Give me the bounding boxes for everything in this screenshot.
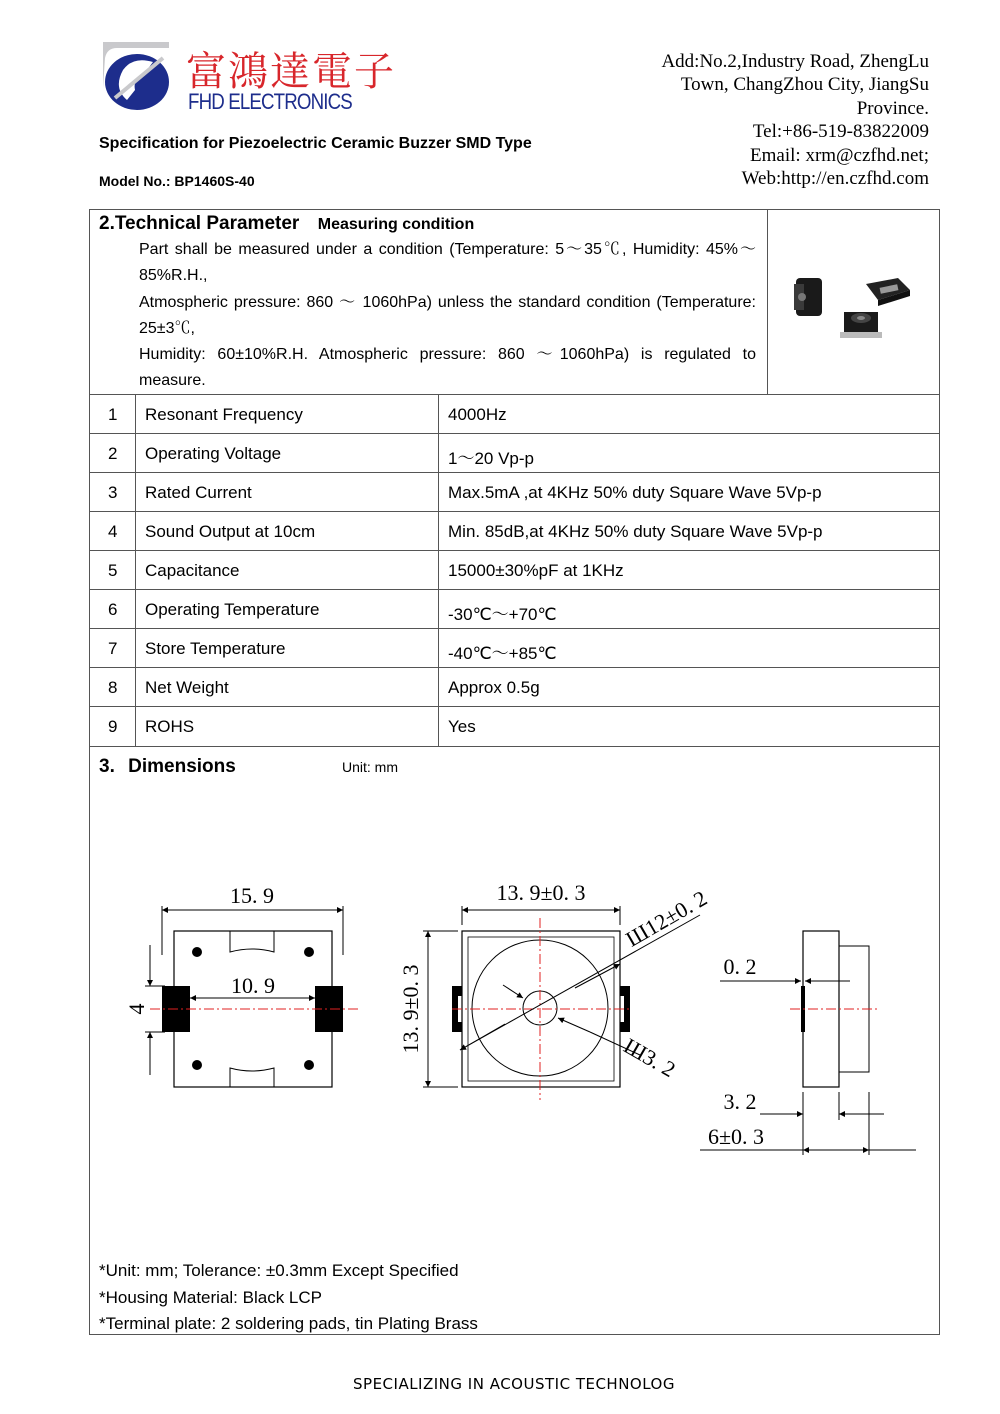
- param-name: Rated Current: [145, 483, 252, 502]
- param-name: Store Temperature: [145, 639, 286, 658]
- param-name: ROHS: [145, 717, 195, 736]
- buzzer-product-photo: [780, 260, 930, 350]
- address-line: Add:No.2,Industry Road, ZhengLu: [661, 51, 929, 72]
- note-line: *Terminal plate: 2 soldering pads, tin Plating Brass: [99, 1314, 478, 1333]
- page-footer: SPECIALIZING IN ACOUSTIC TECHNOLOG: [353, 1375, 675, 1393]
- measuring-condition-label: Measuring condition: [317, 216, 475, 233]
- document-title: Specification for Piezoelectric Ceramic Buzzer SMD Type: [99, 135, 532, 152]
- dimensions-heading: [99, 756, 236, 778]
- condition-paragraph: Humidity: 60±10%R.H. Atmospheric pressure: 860 ～1060hPa) is regulated to measure.: [139, 346, 756, 390]
- notes: [99, 1258, 478, 1338]
- dimensions-heading-text: Dimensions: [128, 756, 236, 777]
- param-no: 6: [108, 600, 118, 619]
- param-value: 15000±30%pF at 1KHz: [448, 561, 624, 580]
- condition-paragraph: Atmospheric pressure: 860 ～ 1060hPa) unless the standard condition (Temperature: 25±3℃,: [139, 293, 756, 337]
- front-view: [398, 880, 711, 1100]
- param-name: Capacitance: [145, 561, 240, 580]
- measuring-condition-text: [139, 237, 756, 395]
- dimensions-unit: Unit: mm: [342, 759, 398, 775]
- param-no: 1: [108, 405, 118, 424]
- side-view: [700, 931, 916, 1155]
- param-no: 2: [108, 444, 118, 463]
- logo-chinese-name: 富鴻達電子: [186, 49, 396, 95]
- param-value: Max.5mA ,at 4KHz 50% duty Square Wave 5Vp-p: [448, 483, 822, 502]
- param-name: Operating Voltage: [145, 444, 282, 463]
- param-value: 4000Hz: [448, 405, 507, 424]
- dimension-label: Ш3. 2: [619, 1032, 680, 1083]
- dimension-drawing: [0, 860, 1000, 1160]
- dimension-label: 6±0. 3: [707, 1124, 765, 1149]
- dimension-label: Ш12±0. 2: [621, 885, 712, 952]
- dimensions-heading-number: 3.: [99, 756, 115, 777]
- param-value: 1～20 Vp-p: [448, 449, 534, 468]
- param-name: Net Weight: [145, 678, 229, 697]
- dimension-label: 13. 9±0. 3: [496, 880, 586, 905]
- param-value: Yes: [448, 717, 476, 736]
- dimension-label: 3. 2: [723, 1089, 757, 1114]
- dimension-label: 15. 9: [230, 883, 274, 908]
- address-web: Web:http://en.czfhd.com: [741, 168, 929, 190]
- address-phone: Tel:+86-519-83822009: [752, 121, 929, 143]
- address-line: Town, ChangZhou City, JiangSu: [680, 74, 929, 96]
- dimension-label: 4: [124, 1003, 149, 1015]
- param-no: 5: [108, 561, 118, 580]
- param-value: -40℃～+85℃: [448, 644, 557, 663]
- param-no: 7: [108, 639, 118, 658]
- param-no: 8: [108, 678, 118, 697]
- model-number: Model No.: BP1460S-40: [99, 173, 255, 189]
- address-email: Email: xrm@czfhd.net;: [750, 144, 929, 166]
- condition-paragraph: Part shall be measured under a condition (Temperature: 5～35℃, Humidity: 45%～85%R.H.,: [139, 241, 756, 285]
- note-line: *Housing Material: Black LCP: [99, 1287, 322, 1307]
- dimension-label: 13. 9±0. 3: [398, 964, 423, 1054]
- logo-english-name: FHD ELECTRONICS: [188, 89, 352, 114]
- technical-heading-row: [99, 213, 474, 235]
- param-no: 4: [108, 522, 118, 541]
- top-view: [124, 883, 360, 1087]
- company-address: [569, 50, 929, 190]
- param-no: 3: [108, 483, 118, 502]
- param-value: Approx 0.5g: [448, 678, 540, 697]
- company-logo-mark: [97, 40, 175, 114]
- param-name: Operating Temperature: [145, 600, 320, 619]
- param-value: -30℃～+70℃: [448, 605, 557, 624]
- technical-heading: 2.Technical Parameter: [99, 213, 300, 234]
- param-value: Min. 85dB,at 4KHz 50% duty Square Wave 5Vp-p: [448, 522, 823, 541]
- param-name: Resonant Frequency: [145, 405, 303, 424]
- note-line: *Unit: mm; Tolerance: ±0.3mm Except Specified: [99, 1261, 459, 1280]
- param-no: 9: [108, 717, 118, 736]
- dimension-label: 10. 9: [231, 973, 275, 998]
- dimension-label: 0. 2: [723, 954, 757, 979]
- address-line: Province.: [856, 97, 929, 119]
- param-name: Sound Output at 10cm: [145, 522, 316, 541]
